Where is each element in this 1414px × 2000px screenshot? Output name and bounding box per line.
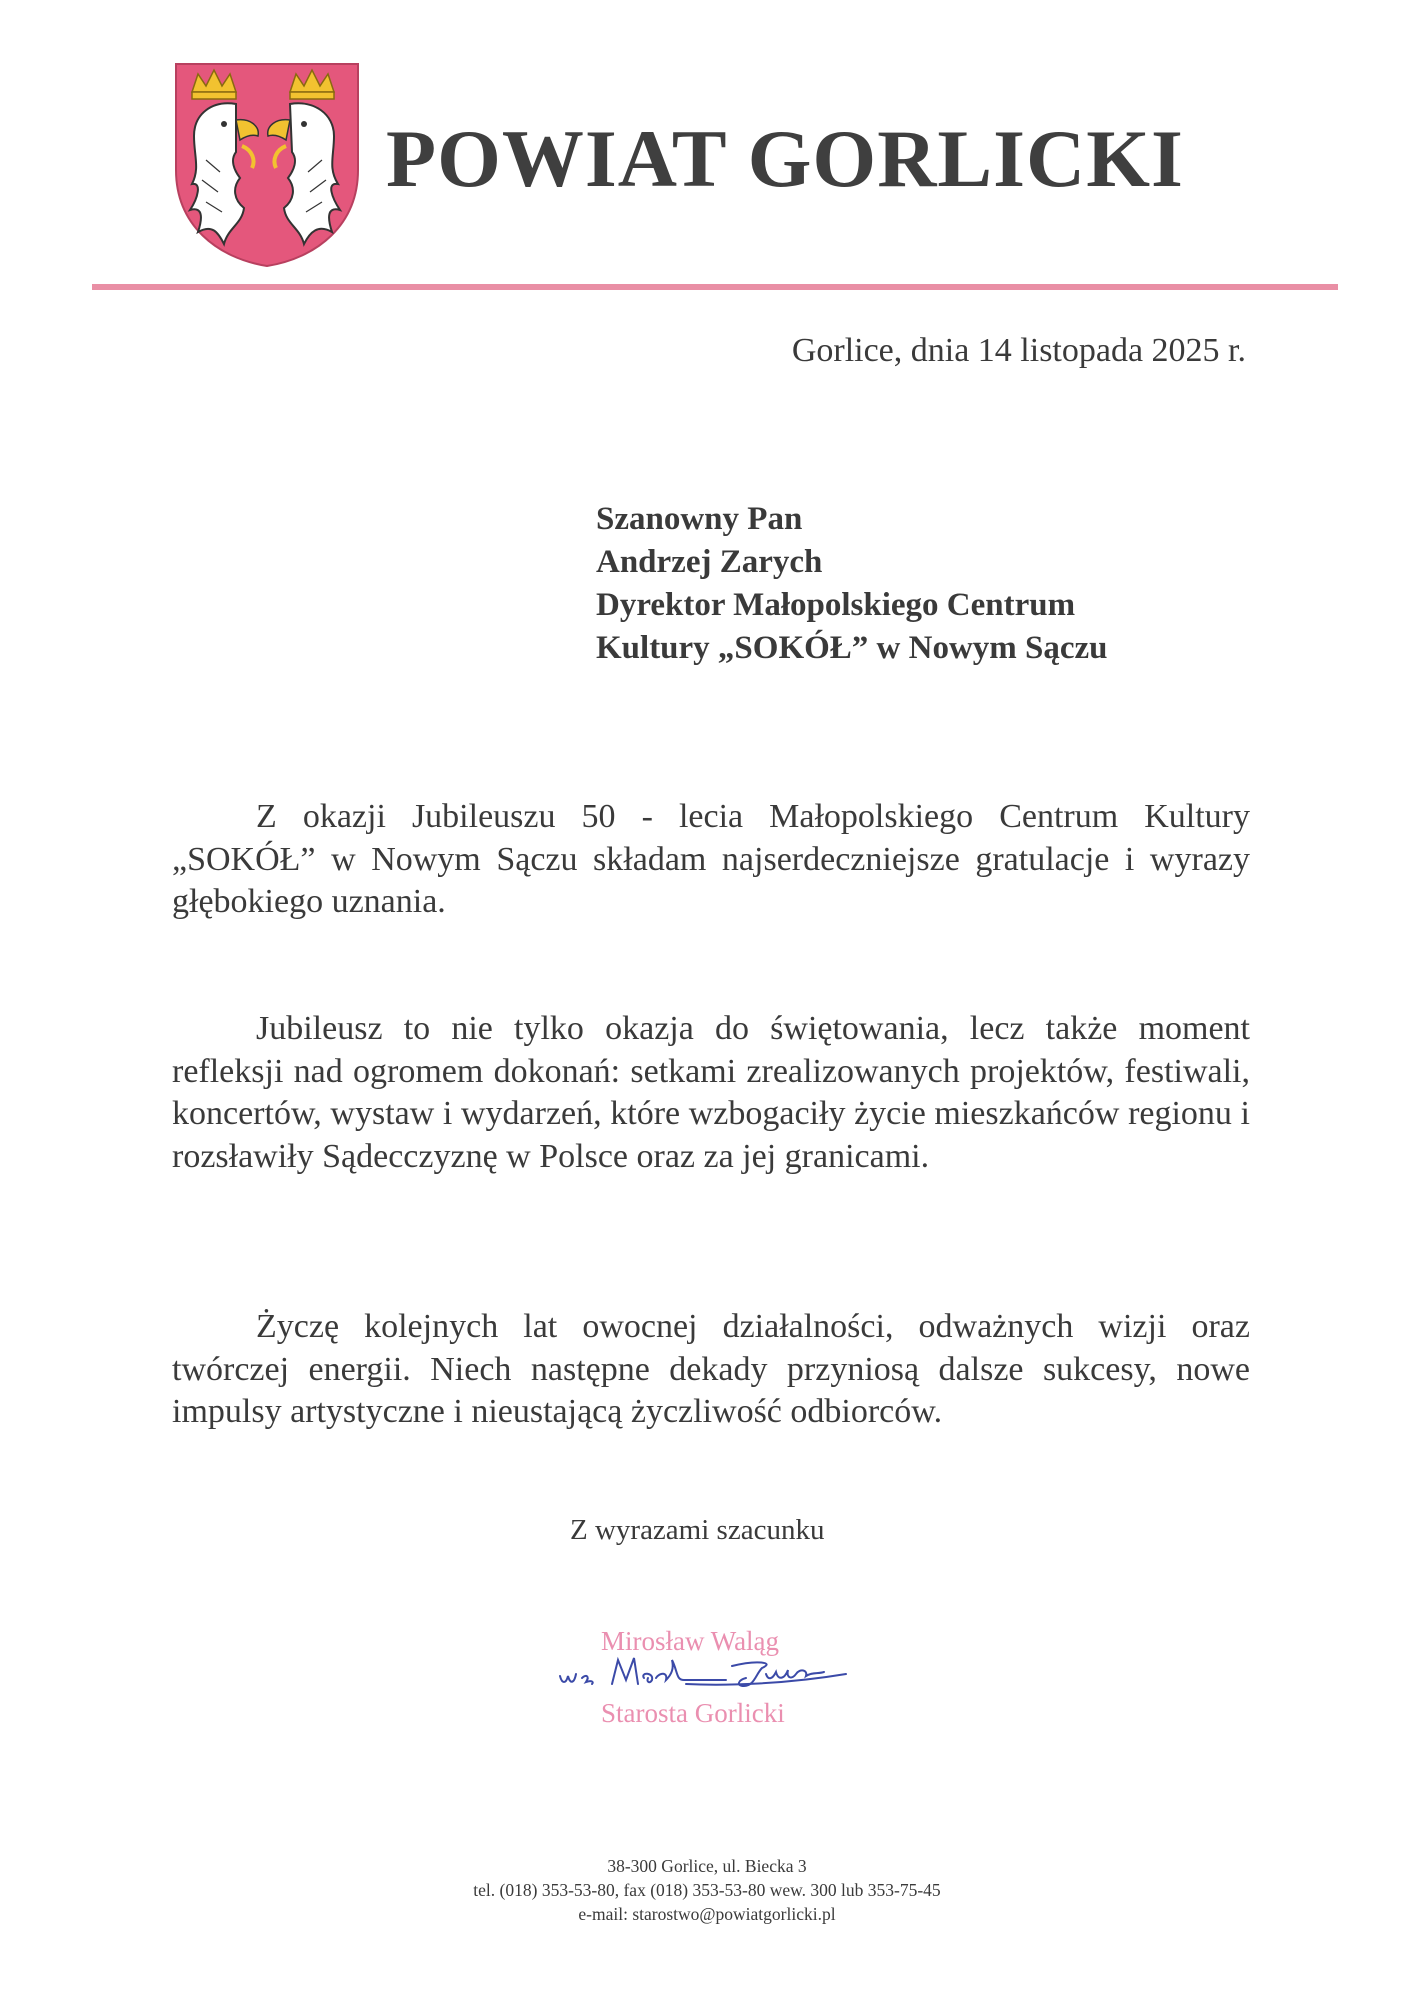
coat-of-arms-icon <box>172 60 362 270</box>
organization-name: POWIAT GORLICKI <box>386 113 1184 204</box>
body-paragraph-2: Jubileusz to nie tylko okazja do świętowania, lecz także moment refleksji nad ogromem dokonań: setkami zrealizowanych projektów, festiwali, koncertów, wystaw i wydarzeń, które wzbogaciły życie mieszkańców regionu i rozsławiły Sądecczyznę w Polsce oraz za jej granicami. <box>172 1010 1250 1175</box>
recipient-block <box>596 498 1108 670</box>
body-paragraph-3: Życzę kolejnych lat owocnej działalności, odważnych wizji oraz twórczej energii. Niech następne dekady przyniosą dalsze sukcesy, nowe impulsy artystyczne i nieustającą życzliwość odbiorców. <box>172 1308 1250 1430</box>
body-paragraph-1: Z okazji Jubileuszu 50 - lecia Małopolskiego Centrum Kultury „SOKÓŁ” w Nowym Sączu składam najserdeczniejsze gratulacje i wyrazy głębokiego uznania. <box>172 798 1250 920</box>
signatory-name: Mirosław Waląg <box>601 1626 780 1656</box>
recipient-name: Andrzej Zarych <box>596 544 823 580</box>
header-divider <box>92 284 1338 290</box>
signatory-title: Starosta Gorlicki <box>601 1698 785 1728</box>
letter-date: Gorlice, dnia 14 listopada 2025 r. <box>791 332 1246 369</box>
recipient-position: Dyrektor Małopolskiego Centrum <box>596 587 1076 623</box>
closing-phrase: Z wyrazami szacunku <box>570 1514 825 1546</box>
footer-address: 38-300 Gorlice, ul. Biecka 3 <box>607 1856 807 1876</box>
footer-email: e-mail: starostwo@powiatgorlicki.pl <box>578 1904 836 1924</box>
recipient-institution: Kultury „SOKÓŁ” w Nowym Sączu <box>596 630 1108 666</box>
letter-footer <box>0 1854 1414 1926</box>
footer-phone: tel. (018) 353-53-80, fax (018) 353-53-80 wew. 300 lub 353-75-45 <box>473 1880 941 1900</box>
recipient-salutation: Szanowny Pan <box>596 501 803 537</box>
